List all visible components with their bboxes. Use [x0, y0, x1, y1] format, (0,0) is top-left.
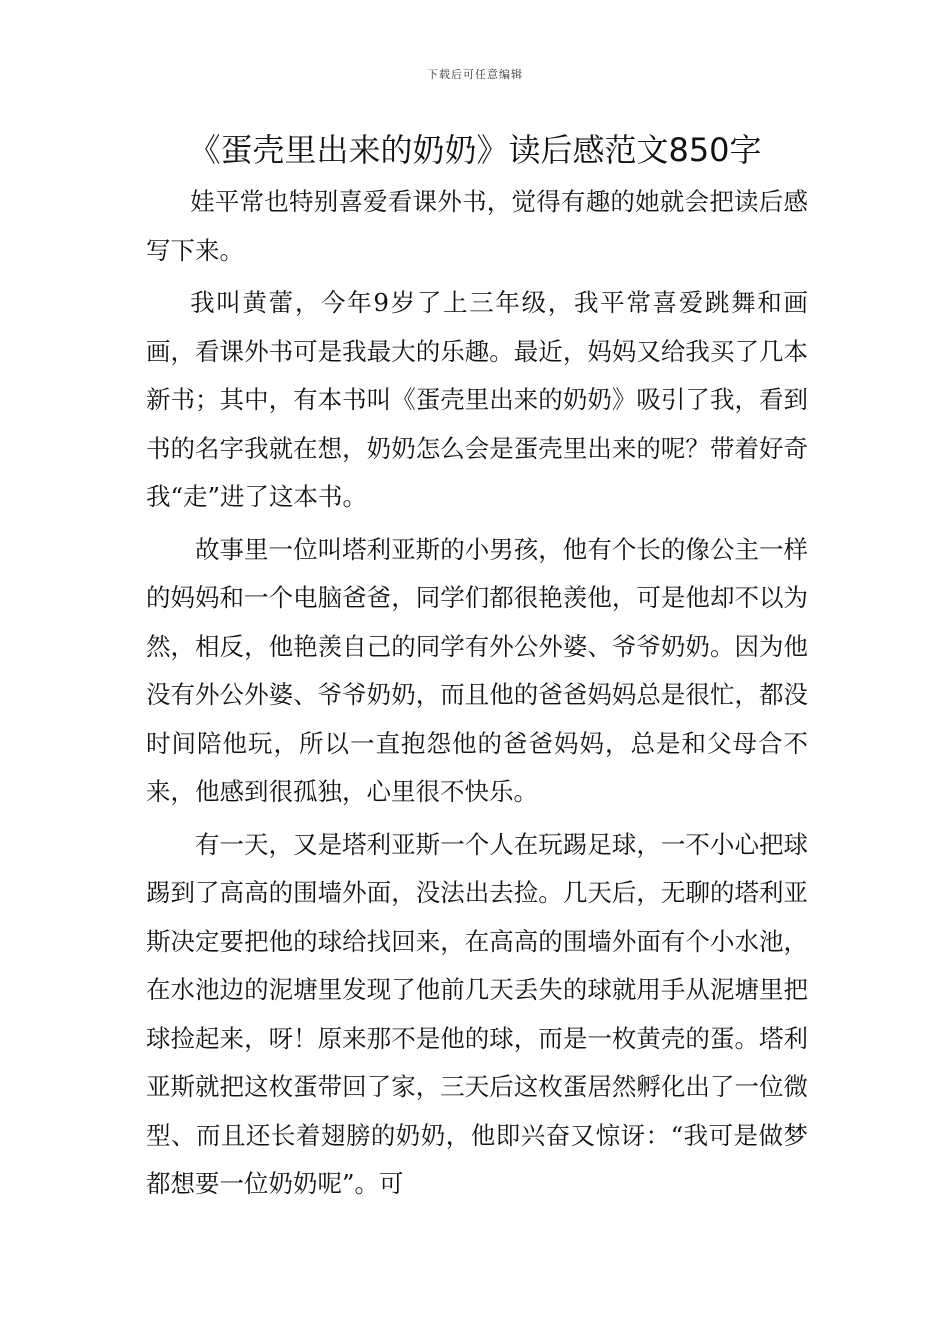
paragraph-1: 娃平常也特别喜爱看课外书，觉得有趣的她就会把读后感写下来。	[146, 187, 808, 265]
document-title: 《蛋壳里出来的奶奶》读后感范文850字	[188, 131, 762, 169]
paragraph-4: 有一天，又是塔利亚斯一个人在玩踢足球，一不小心把球踢到了高高的围墙外面，没法出去捡。几天后，无聊的塔利亚斯决定要把他的球给找回来，在高高的围墙外面有个小水池，在水池边的泥塘里发现了他前几天丢失的球就用手从泥塘里把球捡起来，呀！原来那不是他的球，而是一枚黄壳的蛋。塔利亚斯就把这枚蛋带回了家，三天后这枚蛋居然孵化出了一位微型、而且还长着翅膀的奶奶，他即兴奋又惊讶：“我可是做梦都想要一位奶奶呢”。可	[146, 829, 808, 1198]
paragraph-3: 故事里一位叫塔利亚斯的小男孩，他有个长的像公主一样的妈妈和一个电脑爸爸，同学们都很艳羡他，可是他却不以为然，相反，他艳羡自己的同学有外公外婆、爷爷奶奶。因为他没有外公外婆、爷爷奶奶，而且他的爸爸妈妈总是很忙，都没时间陪他玩，所以一直抱怨他的爸爸妈妈，总是和父母合不来，他感到很孤独，心里很不快乐。	[146, 534, 808, 806]
paragraph-2: 我叫黄蕾，今年9岁了上三年级，我平常喜爱跳舞和画画，看课外书可是我最大的乐趣。最近，妈妈又给我买了几本新书；其中，有本书叫《蛋壳里出来的奶奶》吸引了我，看到书的名字我就在想，奶奶怎么会是蛋壳里出来的呢？带着好奇我“走”进了这本书。	[146, 288, 808, 511]
header-note: 下载后可任意编辑	[427, 68, 523, 81]
document-body	[146, 178, 808, 1213]
